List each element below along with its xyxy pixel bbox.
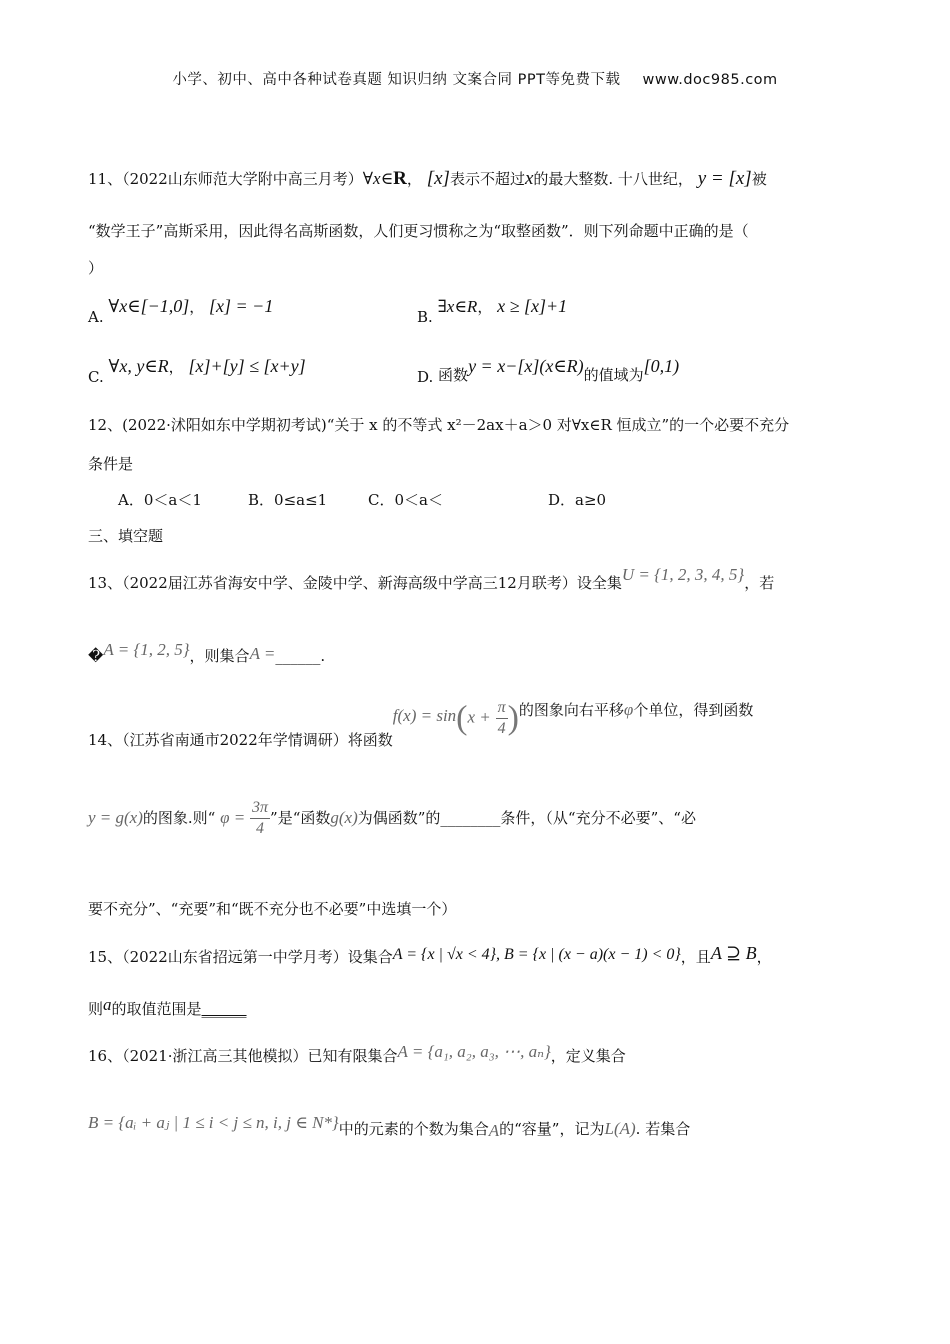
q13-line2: �A = {1, 2, 5}，则集合A =______.: [88, 640, 326, 665]
q15-line1: 15、（2022山东省招远第一中学月考）设集合A = {x | √x < 4}, B = {x | (x − a)(x − 1) < 0}，且A ⊇ B，: [88, 943, 772, 966]
q15-blank[interactable]: ______: [201, 1000, 247, 1018]
q13-blank[interactable]: ______.: [275, 647, 326, 665]
q11-line2: “数学王子”高斯采用，因此得名高斯函数，人们更习惯称之为“取整函数”．则下列命题中正确的是（: [88, 222, 749, 240]
q14-line2: y = g(x)的图象.则“ φ = $\frac{3\pi}{4}$ ”是“函数g(x)为偶函数”的________条件，（从“充分不必要”、“必: [88, 799, 696, 837]
q12-line2: 条件是: [88, 455, 134, 473]
q14-line3: 要不充分”、“充要”和“既不充分也不必要”中选填一个）: [88, 900, 457, 918]
page-header: [0, 68, 950, 89]
q12-options: [118, 489, 606, 511]
q16-line1: 16、（2021·浙江高三其他模拟）已知有限集合A = {a₁, a₂, a₃, ⋯, aₙ}，定义集合: [88, 1042, 626, 1065]
q11-line1: 11、（2022山东师范大学附中高三月考）∀x∈R， [x]表示不超过x的最大整数. 十八世纪， y = [x]被: [88, 168, 767, 189]
q13-line1: 13、（2022届江苏省海安中学、金陵中学、新海高级中学高三12月联考）设全集U = {1, 2, 3, 4, 5}，若: [88, 565, 775, 592]
header-site: www.doc985.com: [642, 72, 778, 88]
header-text: 小学、初中、高中各种试卷真题 知识归纳 文案合同 PPT等免费下载: [172, 72, 621, 88]
q12-option-b[interactable]: B．0≤a≤1: [248, 491, 328, 509]
q11-option-a[interactable]: A. ∀x∈[−1,0]， [x] = −1: [88, 296, 274, 326]
q11-option-c[interactable]: C. ∀x, y∈R， [x]+[y] ≤ [x+y]: [88, 356, 306, 386]
q16-line2: B = {aᵢ + aⱼ | 1 ≤ i < j ≤ n, i, j ∈ N*}中的元素的个数为集合A的“容量”，记为L(A). 若集合: [88, 1113, 691, 1140]
q14-line1: 14、（江苏省南通市2022年学情调研）将函数f(x) = sin(x + $\frac{\pi}{4}$ )的图象向右平移φ个单位，得到函数: [88, 699, 754, 749]
q15-line2: 则a的取值范围是______: [88, 995, 247, 1018]
q12-option-d[interactable]: D．a≥0: [548, 491, 607, 509]
q12-option-a[interactable]: A．0＜a＜1: [118, 491, 202, 509]
section-title: 三、填空题: [88, 527, 164, 545]
q11-line3: ）: [88, 259, 104, 277]
q11-option-b[interactable]: B. ∃x∈R， x ≥ [x]+1: [417, 296, 568, 326]
q12-option-c[interactable]: C．0＜a＜: [368, 491, 443, 509]
q11-option-d[interactable]: D. 函数y = x−[x](x∈R)的值域为[0,1): [417, 356, 680, 386]
q12-line1: 12、(2022·沭阳如东中学期初考试)“关于 x 的不等式 x²－2ax＋a＞0 对∀x∈R 恒成立”的一个必要不充分: [88, 416, 790, 434]
